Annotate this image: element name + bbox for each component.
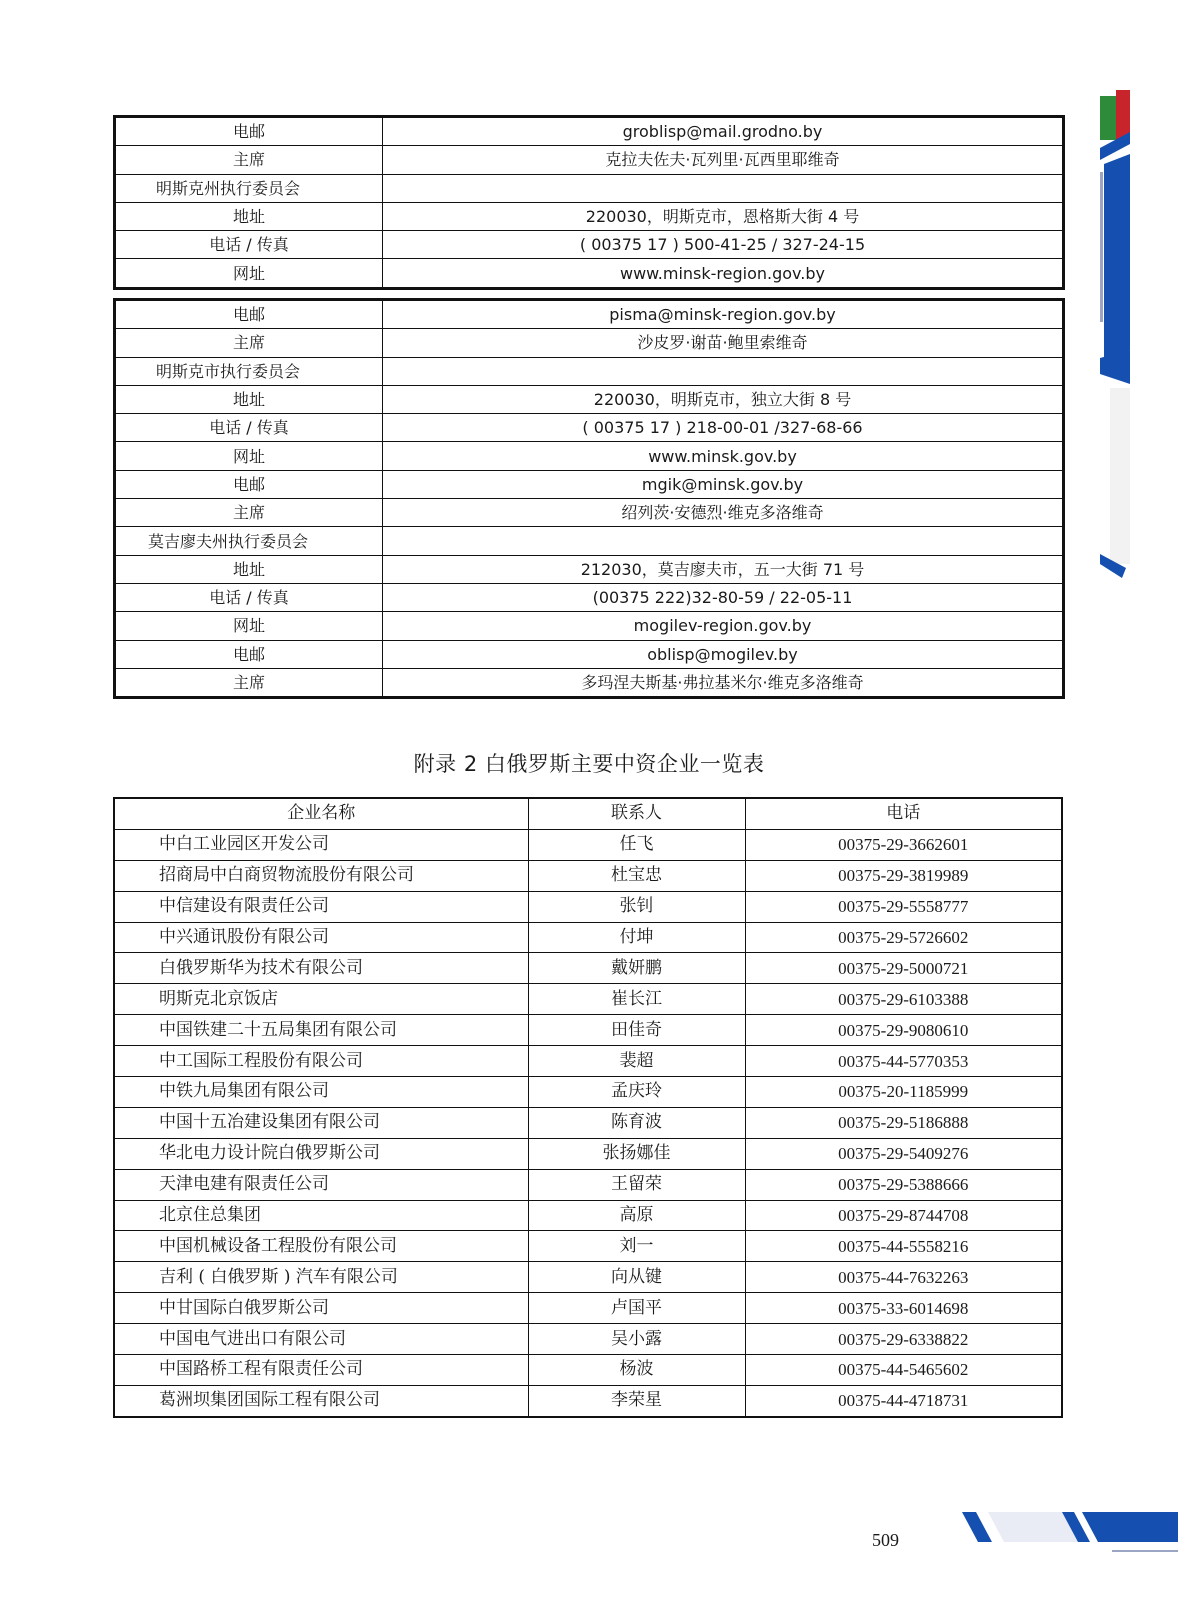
table-row (114, 953, 1062, 984)
row-label: 电话 / 传真 (115, 583, 383, 611)
row-value (383, 527, 1064, 555)
contact-person-cell: 高原 (528, 1200, 745, 1231)
company-name-cell: 招商局中白商贸物流股份有限公司 (114, 860, 528, 891)
table-row (115, 259, 1064, 288)
phone-cell: 00375-29-8744708 (745, 1200, 1062, 1231)
row-label: 地址 (115, 202, 383, 230)
row-label: 电邮 (115, 470, 383, 498)
contact-person-cell: 裴超 (528, 1046, 745, 1077)
phone-cell: 00375-20-1185999 (745, 1077, 1062, 1108)
table-row (115, 357, 1064, 385)
row-value: pisma@minsk-region.gov.by (383, 300, 1064, 329)
row-label: 主席 (115, 499, 383, 527)
row-label: 网址 (115, 442, 383, 470)
column-header-company: 企业名称 (114, 798, 528, 829)
table-header-row (114, 798, 1062, 829)
table-row (114, 829, 1062, 860)
table-row (115, 146, 1064, 174)
table-row (114, 1231, 1062, 1262)
table-row (115, 527, 1064, 555)
column-header-contact: 联系人 (528, 798, 745, 829)
contact-table-minsk-city-mogilev (113, 298, 1065, 699)
table-row (115, 470, 1064, 498)
table-row (114, 1200, 1062, 1231)
phone-cell: 00375-29-5726602 (745, 922, 1062, 953)
row-label: 主席 (115, 329, 383, 357)
company-name-cell: 天津电建有限责任公司 (114, 1169, 528, 1200)
row-label: 电邮 (115, 117, 383, 146)
table-row (114, 1169, 1062, 1200)
phone-cell: 00375-44-5770353 (745, 1046, 1062, 1077)
contact-person-cell: 李荣星 (528, 1385, 745, 1416)
row-value: www.minsk.gov.by (383, 442, 1064, 470)
row-value: mogilev-region.gov.by (383, 612, 1064, 640)
table-row (115, 442, 1064, 470)
company-name-cell: 中信建设有限责任公司 (114, 891, 528, 922)
table-row (114, 1138, 1062, 1169)
contact-person-cell: 田佳奇 (528, 1015, 745, 1046)
row-value: (00375 222)32-80-59 / 22-05-11 (383, 583, 1064, 611)
table-row (115, 555, 1064, 583)
row-value: 克拉夫佐夫·瓦列里·瓦西里耶维奇 (383, 146, 1064, 174)
phone-cell: 00375-44-4718731 (745, 1385, 1062, 1416)
table-row (114, 1107, 1062, 1138)
contact-person-cell: 陈育波 (528, 1107, 745, 1138)
row-label: 网址 (115, 612, 383, 640)
contact-person-cell: 孟庆玲 (528, 1077, 745, 1108)
table-row (114, 1015, 1062, 1046)
row-value: 绍列茨·安德烈·维克多洛维奇 (383, 499, 1064, 527)
company-name-cell: 中国机械设备工程股份有限公司 (114, 1231, 528, 1262)
phone-cell: 00375-29-3819989 (745, 860, 1062, 891)
row-label: 网址 (115, 259, 383, 288)
row-label: 电邮 (115, 640, 383, 668)
row-value (383, 357, 1064, 385)
page-number: 509 (872, 1530, 899, 1550)
table-row (114, 984, 1062, 1015)
contact-person-cell: 王留荣 (528, 1169, 745, 1200)
table-row (114, 1046, 1062, 1077)
row-value: groblisp@mail.grodno.by (383, 117, 1064, 146)
section-heading: 莫吉廖夫州执行委员会 (115, 527, 383, 555)
phone-cell: 00375-44-7632263 (745, 1262, 1062, 1293)
contact-person-cell: 张扬娜佳 (528, 1138, 745, 1169)
table-row (115, 583, 1064, 611)
contact-person-cell: 戴妍鹏 (528, 953, 745, 984)
contact-person-cell: 刘一 (528, 1231, 745, 1262)
phone-cell: 00375-29-5409276 (745, 1138, 1062, 1169)
phone-cell: 00375-29-5000721 (745, 953, 1062, 984)
company-name-cell: 中白工业园区开发公司 (114, 829, 528, 860)
phone-cell: 00375-29-3662601 (745, 829, 1062, 860)
contact-person-cell: 杨波 (528, 1355, 745, 1386)
enterprise-table (113, 797, 1063, 1418)
phone-cell: 00375-44-5465602 (745, 1355, 1062, 1386)
row-value: oblisp@mogilev.by (383, 640, 1064, 668)
table-row (115, 668, 1064, 697)
row-value: 沙皮罗·谢苗·鲍里索维奇 (383, 329, 1064, 357)
company-name-cell: 中国路桥工程有限责任公司 (114, 1355, 528, 1386)
contact-person-cell: 杜宝忠 (528, 860, 745, 891)
contact-person-cell: 吴小露 (528, 1324, 745, 1355)
company-name-cell: 华北电力设计院白俄罗斯公司 (114, 1138, 528, 1169)
phone-cell: 00375-29-5558777 (745, 891, 1062, 922)
decorative-stripes-bottom (962, 1512, 1178, 1556)
table-row (114, 922, 1062, 953)
company-name-cell: 中铁九局集团有限公司 (114, 1077, 528, 1108)
row-value: ( 00375 17 ) 500-41-25 / 327-24-15 (383, 231, 1064, 259)
company-name-cell: 中国铁建二十五局集团有限公司 (114, 1015, 528, 1046)
phone-cell: 00375-29-5388666 (745, 1169, 1062, 1200)
section-heading: 明斯克州执行委员会 (115, 174, 383, 202)
company-name-cell: 中国电气进出口有限公司 (114, 1324, 528, 1355)
table-row (115, 499, 1064, 527)
row-label: 地址 (115, 555, 383, 583)
company-name-cell: 中工国际工程股份有限公司 (114, 1046, 528, 1077)
table-row (114, 1324, 1062, 1355)
table-row (114, 1385, 1062, 1416)
row-value: www.minsk-region.gov.by (383, 259, 1064, 288)
table-row (115, 640, 1064, 668)
contact-table-grodno-minsk-region (113, 115, 1065, 290)
phone-cell: 00375-29-6103388 (745, 984, 1062, 1015)
table-row (115, 174, 1064, 202)
table-row (115, 612, 1064, 640)
row-label: 主席 (115, 668, 383, 697)
appendix-title: 附录 2 白俄罗斯主要中资企业一览表 (413, 752, 765, 776)
contact-person-cell: 张钊 (528, 891, 745, 922)
row-label: 电邮 (115, 300, 383, 329)
contact-person-cell: 卢国平 (528, 1293, 745, 1324)
phone-cell: 00375-29-5186888 (745, 1107, 1062, 1138)
table-row (115, 117, 1064, 146)
phone-cell: 00375-44-5558216 (745, 1231, 1062, 1262)
company-name-cell: 葛洲坝集团国际工程有限公司 (114, 1385, 528, 1416)
contact-person-cell: 向从键 (528, 1262, 745, 1293)
company-name-cell: 中国十五冶建设集团有限公司 (114, 1107, 528, 1138)
row-value: mgik@minsk.gov.by (383, 470, 1064, 498)
contact-person-cell: 付坤 (528, 922, 745, 953)
row-value (383, 174, 1064, 202)
row-label: 电话 / 传真 (115, 231, 383, 259)
table-row (115, 300, 1064, 329)
table-row (114, 860, 1062, 891)
table-row (114, 1355, 1062, 1386)
column-header-phone: 电话 (745, 798, 1062, 829)
table-row (114, 1262, 1062, 1293)
row-label: 地址 (115, 385, 383, 413)
row-value: 212030，莫吉廖夫市，五一大街 71 号 (383, 555, 1064, 583)
table-row (115, 414, 1064, 442)
table-row (114, 1293, 1062, 1324)
phone-cell: 00375-29-9080610 (745, 1015, 1062, 1046)
table-row (115, 329, 1064, 357)
company-name-cell: 吉利 ( 白俄罗斯 ) 汽车有限公司 (114, 1262, 528, 1293)
row-value: ( 00375 17 ) 218-00-01 /327-68-66 (383, 414, 1064, 442)
table-row (115, 202, 1064, 230)
table-row (115, 385, 1064, 413)
company-name-cell: 白俄罗斯华为技术有限公司 (114, 953, 528, 984)
phone-cell: 00375-29-6338822 (745, 1324, 1062, 1355)
row-label: 主席 (115, 146, 383, 174)
table-row (114, 891, 1062, 922)
row-value: 220030，明斯克市，独立大街 8 号 (383, 385, 1064, 413)
company-name-cell: 北京住总集团 (114, 1200, 528, 1231)
row-value: 220030，明斯克市，恩格斯大街 4 号 (383, 202, 1064, 230)
phone-cell: 00375-33-6014698 (745, 1293, 1062, 1324)
company-name-cell: 明斯克北京饭店 (114, 984, 528, 1015)
company-name-cell: 中兴通讯股份有限公司 (114, 922, 528, 953)
row-value: 多玛涅夫斯基·弗拉基米尔·维克多洛维奇 (383, 668, 1064, 697)
contact-person-cell: 崔长江 (528, 984, 745, 1015)
row-label: 电话 / 传真 (115, 414, 383, 442)
table-row (115, 231, 1064, 259)
contact-person-cell: 任飞 (528, 829, 745, 860)
section-heading: 明斯克市执行委员会 (115, 357, 383, 385)
table-row (114, 1077, 1062, 1108)
decorative-ribbon-right (1100, 88, 1178, 608)
company-name-cell: 中甘国际白俄罗斯公司 (114, 1293, 528, 1324)
